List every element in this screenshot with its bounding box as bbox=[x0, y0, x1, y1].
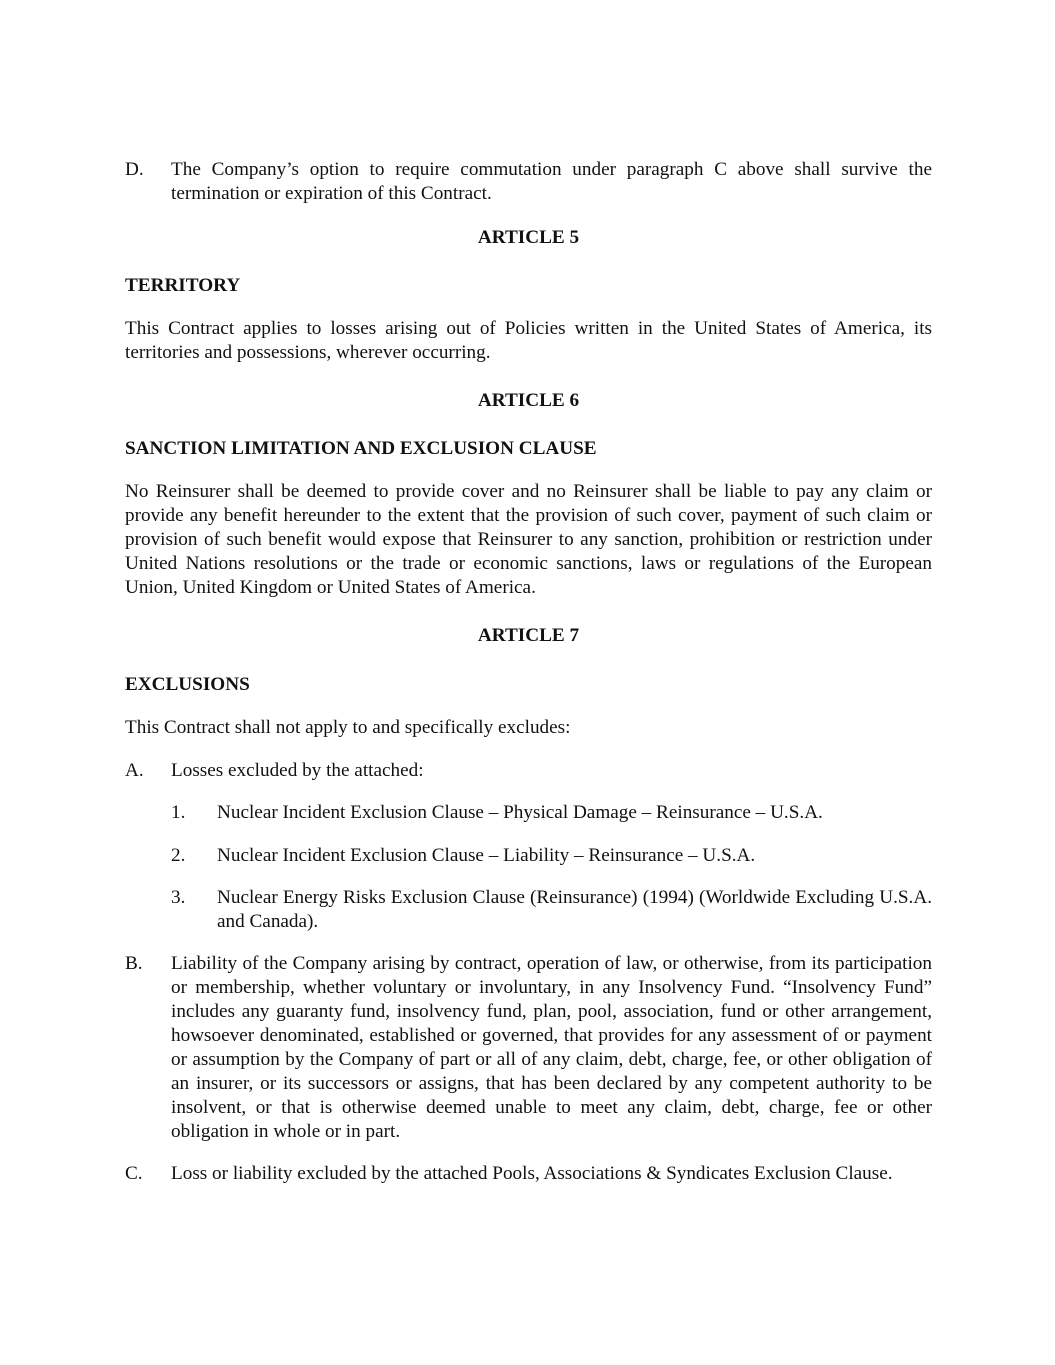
exclusion-subitem-3-marker: 3. bbox=[171, 887, 186, 908]
exclusion-item-a-text: Losses excluded by the attached: bbox=[171, 760, 424, 781]
paragraph-d bbox=[125, 158, 932, 206]
article-5-text: This Contract applies to losses arising out of Policies written in the United States of America, its territories and possessions, wherever occurring. bbox=[125, 318, 932, 363]
exclusion-item-b-text: Liability of the Company arising by contract, operation of law, or otherwise, from its participation or membership, whether voluntary or involuntary, in any Insolvency Fund. “Insolvency Fund” includes any guaranty fund, insolvency fund, plan, pool, association, fund or other arrangement, howsoever denominated, established or governed, that provides for any assessment of or payment or assumption by the Company of part or all of any claim, debt, charge, fee, or other obligation of an insurer, or its successors or assigns, that has been declared by any competent authority to be insolvent, or that is otherwise deemed unable to meet any claim, debt, charge, fee or other obligation in whole or in part. bbox=[171, 953, 932, 1142]
article-6-text: No Reinsurer shall be deemed to provide cover and no Reinsurer shall be liable to pay any claim or provide any benefit hereunder to the extent that the provision of such cover, payment of such claim or provision of such benefit would expose that Reinsurer to any sanction, prohibition or restriction under United Nations resolutions or the trade or economic sanctions, laws or regulations of the European Union, United Kingdom or United States of America. bbox=[125, 481, 932, 598]
paragraph-d-text: The Company’s option to require commutation under paragraph C above shall survive the termination or expiration of this Contract. bbox=[171, 159, 932, 204]
exclusion-item-a bbox=[125, 759, 932, 783]
article-5-heading: TERRITORY bbox=[125, 275, 241, 296]
exclusion-item-b bbox=[125, 952, 932, 1144]
exclusion-item-c-marker: C. bbox=[125, 1163, 143, 1184]
article-6-title: ARTICLE 6 bbox=[477, 390, 580, 411]
article-5-title: ARTICLE 5 bbox=[477, 227, 580, 248]
article-7-intro: This Contract shall not apply to and specifically excludes: bbox=[125, 717, 571, 738]
exclusion-item-a-marker: A. bbox=[125, 760, 144, 781]
exclusion-item-c-text: Loss or liability excluded by the attached Pools, Associations & Syndicates Exclusion Clause. bbox=[171, 1163, 893, 1184]
paragraph-d-marker: D. bbox=[125, 159, 144, 180]
exclusion-subitem-1-marker: 1. bbox=[171, 802, 186, 823]
exclusion-item-b-marker: B. bbox=[125, 953, 143, 974]
exclusion-subitem-2-text: Nuclear Incident Exclusion Clause – Liability – Reinsurance – U.S.A. bbox=[217, 845, 756, 866]
article-6-heading: SANCTION LIMITATION AND EXCLUSION CLAUSE bbox=[125, 438, 597, 459]
exclusion-subitem-2-marker: 2. bbox=[171, 845, 186, 866]
exclusion-subitem-1-text: Nuclear Incident Exclusion Clause – Physical Damage – Reinsurance – U.S.A. bbox=[217, 802, 823, 823]
document-page bbox=[125, 158, 932, 1186]
exclusion-item-c bbox=[125, 1162, 932, 1186]
exclusion-subitem-3 bbox=[171, 886, 932, 934]
article-7-heading: EXCLUSIONS bbox=[125, 674, 250, 695]
exclusion-subitem-2 bbox=[171, 844, 932, 868]
exclusion-subitem-3-text: Nuclear Energy Risks Exclusion Clause (Reinsurance) (1994) (Worldwide Excluding U.S.A. and Canada). bbox=[217, 887, 932, 932]
exclusion-subitem-1 bbox=[171, 801, 932, 825]
article-7-title: ARTICLE 7 bbox=[477, 625, 580, 646]
